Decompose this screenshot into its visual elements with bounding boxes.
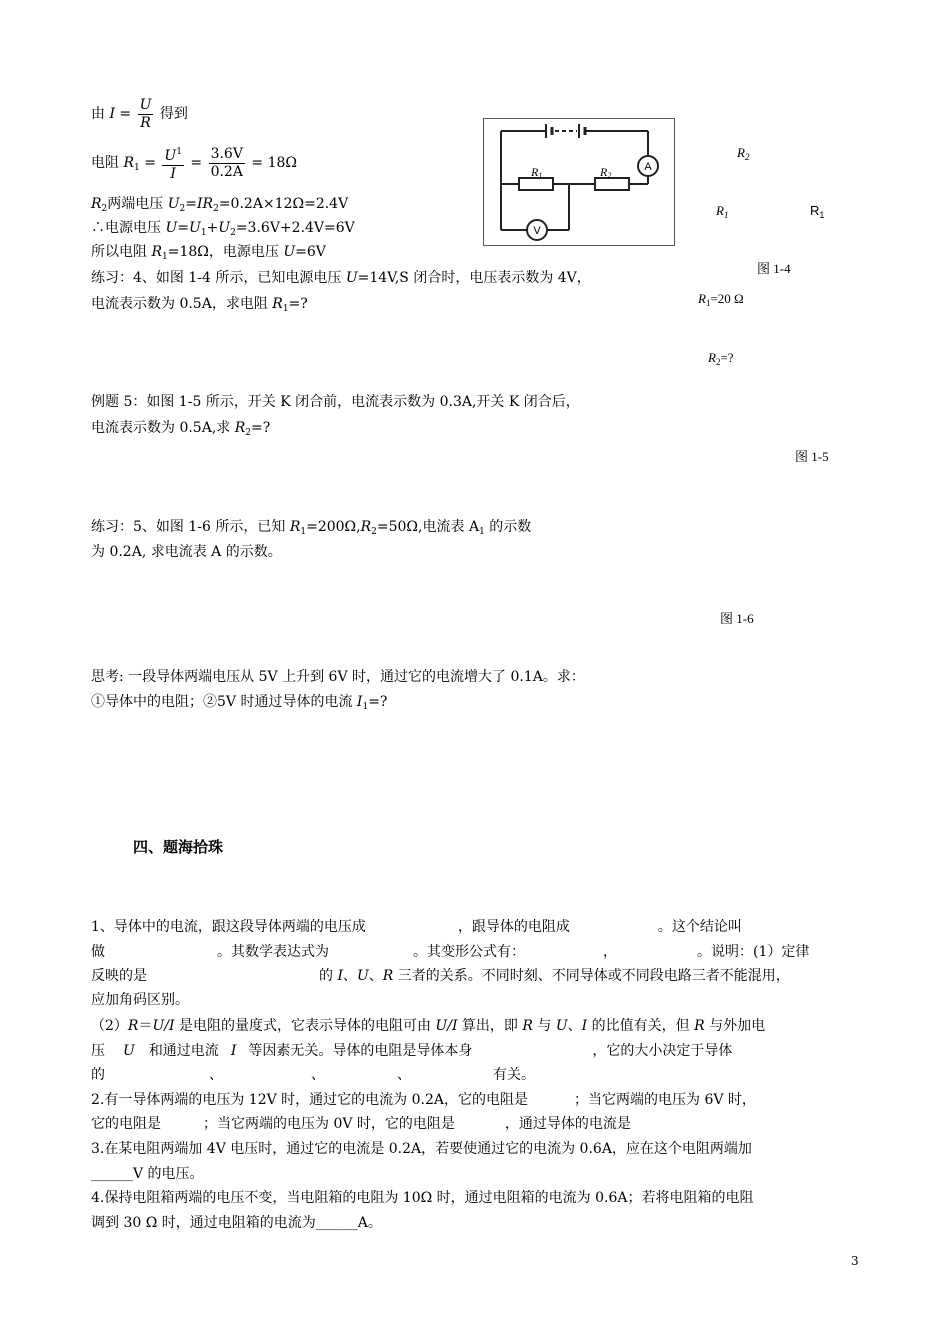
fig14-caption: 图 1-4 [757, 261, 791, 276]
q3-line1: 3.在某电阻两端加 4V 电压时，通过它的电流是 0.2A，若要使通过它的电流为 0.6A，应在这个电阻两端加 [91, 1141, 752, 1157]
text-line-conclusion: 所以电阻 $R_1=18\Omega$，电源电压 U=6V [91, 244, 326, 262]
q1b-line1: （2）R＝U/I 是电阻的量度式，它表示导体的电阻可由 U/I 算出，即 R 与 U、I 的比值有关，但 R 与外加电 [91, 1018, 766, 1034]
example5-line2: 电流表示数为 0.5A,求 $R_2=$? [91, 420, 271, 438]
answer-blank[interactable]: ______ [91, 1166, 133, 1182]
resistor-r2-icon [595, 178, 629, 190]
svg-text:R2: R2 [600, 165, 612, 180]
fig15-caption: 图 1-5 [795, 449, 829, 464]
q4-line1: 4.保持电阻箱两端的电压不变，当电阻箱的电阻为 10Ω 时，通过电阻箱的电流为 0.6A；若将电阻箱的电阻 [91, 1190, 754, 1206]
section-heading: 四、题海拾珠 [133, 838, 224, 856]
fraction-u-over-r: $\frac{U}{R}$ [139, 96, 152, 131]
think-line1: 思考: 一段导体两端电压从 5V 上升到 6V 时，通过它的电流增大了 0.1A。求： [91, 669, 585, 685]
exercise5-line2: 为 0.2A, 求电流表 A 的示数。 [91, 544, 282, 560]
q4-line2: 调到 30 Ω 时，通过电阻箱的电流为______A。 [91, 1215, 382, 1231]
q1b-line3: 的 、 、 、 有关。 [91, 1067, 535, 1083]
exercise4-line1: 练习：4、如图 1-4 所示，已知电源电压 U=14V,S 闭合时，电压表示数为 4V， [91, 270, 591, 286]
fraction-u1-over-i: $\frac{U^1}{I}$ [162, 144, 184, 183]
exercise4-line2: 电流表示数为 0.5A，求电阻 $R_1=$? [91, 296, 308, 314]
formula-line-ohms-law: 由 I = $\frac{U}{R}$ 得到 [91, 96, 188, 131]
svg-text:V: V [533, 225, 541, 237]
fig14-label-r2-question: $R_2=$? [708, 350, 734, 367]
fig14-label-r1-second: $R_1$ [810, 203, 825, 220]
think-line2: ①导体中的电阻；②5V 时通过导体的电流 $I_1=$? [91, 694, 388, 712]
fig14-label-r1-value: $R_1=20$ Ω [698, 291, 744, 308]
q1-line3: 反映的是 的 I、U、R 三者的关系。不同时刻、不同导体或不同段电路三者不能混用， [91, 968, 790, 984]
formula-line-r1: 电阻 $R_1$ = $\frac{U^1}{I}$ = $\frac{3.6V}{0.2A}$ = 18Ω [91, 145, 297, 182]
page-number: 3 [851, 1254, 859, 1268]
fraction-values: $\frac{3.6V}{0.2A}$ [210, 145, 243, 180]
fig16-caption: 图 1-6 [720, 611, 754, 626]
example5-line1: 例题 5：如图 1-5 所示，开关 K 闭合前，电流表示数为 0.3A,开关 K 闭合后， [91, 394, 580, 410]
text-line-source-voltage: ∴电源电压 $U=U_1+U_2=3.6V+2.4V=6V$ [91, 220, 355, 238]
q3-line2: ______V 的电压。 [91, 1166, 204, 1182]
answer-blank[interactable]: ______ [315, 1215, 358, 1231]
exercise5-line1: 练习：5、如图 1-6 所示，已知 $R_1=200\Omega,R_2=50\Omega$,电流表 $A_1$ 的示数 [91, 519, 532, 537]
q1b-line2: 压 U 和通过电流 I 等因素无关。导体的电阻是导体本身 ，它的大小决定于导体 [91, 1043, 733, 1059]
q1-line4: 应加角码区别。 [91, 992, 189, 1008]
fig14-label-r1: $R_1$ [716, 203, 729, 220]
circuit-diagram [483, 118, 675, 246]
q1-line1: 1、导体中的电流，跟这段导体两端的电压成 ，跟导体的电阻成 。这个结论叫 [91, 919, 742, 935]
q2-line1: 2.有一导体两端的电压为 12V 时，通过它的电流为 0.2A，它的电阻是 ；当它两端的电压为 6V 时， [91, 1092, 756, 1108]
svg-text:A: A [644, 161, 652, 173]
svg-text:R1: R1 [531, 165, 543, 180]
q1-line2: 做 。其数学表达式为 。其变形公式有： ， 。说明：(1）定律 [91, 944, 810, 960]
resistor-r1-icon [519, 178, 553, 190]
text-line-r2-voltage: $R_2$两端电压 $U_2=IR_2=0.2A\times 12\Omega=2.4V$ [91, 196, 349, 214]
q2-line2: 它的电阻是 ；当它两端的电压为 0V 时，它的电阻是 ，通过导体的电流是 [91, 1116, 631, 1132]
fig14-label-r2: $R_2$ [737, 145, 750, 162]
